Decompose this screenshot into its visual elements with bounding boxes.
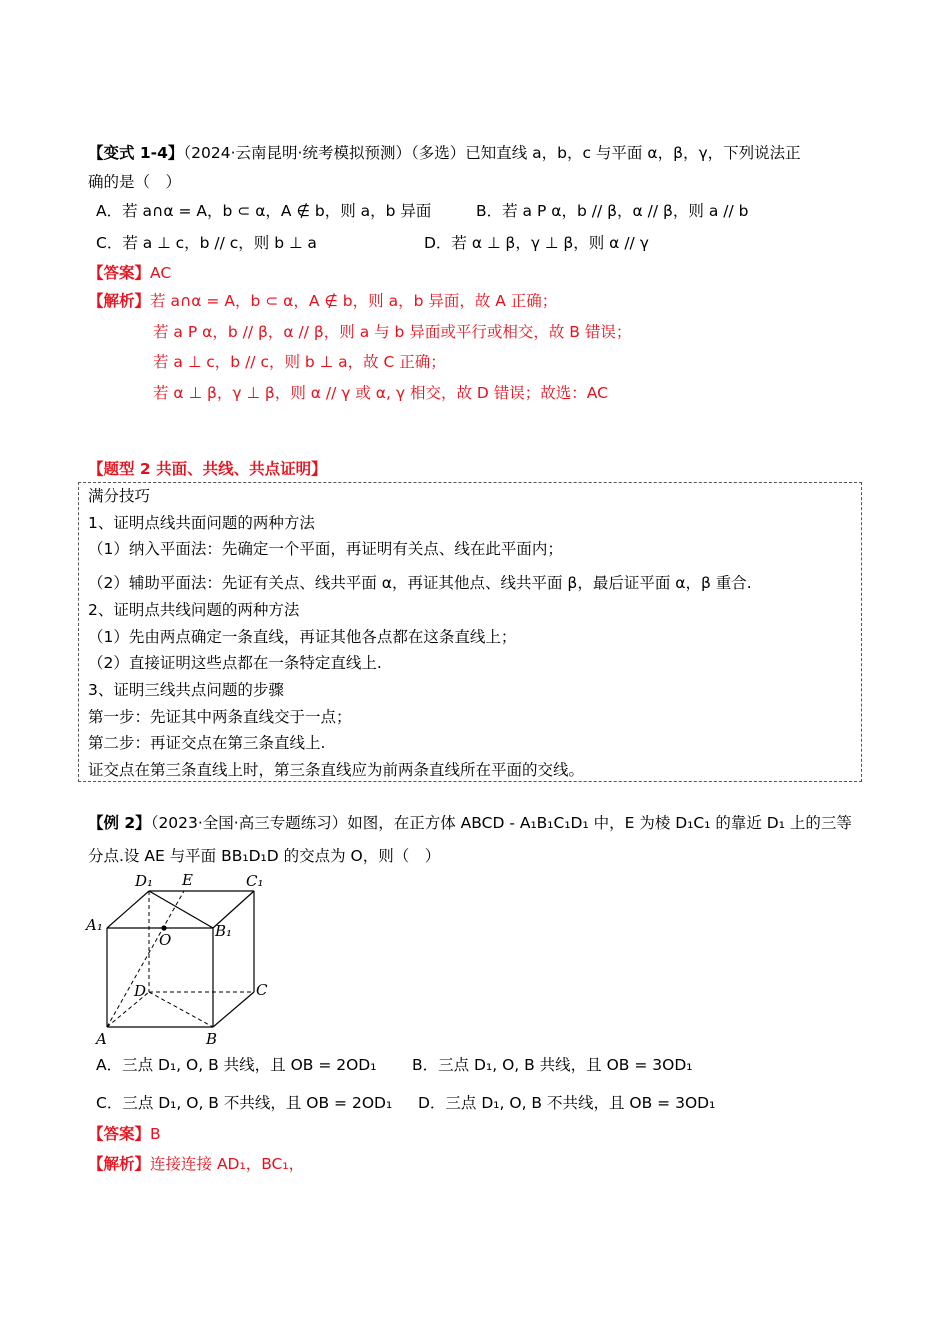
- ex2-stem-line1: [88, 812, 852, 834]
- q14-option-c: C．若 a ⊥ c，b // c，则 b ⊥ a: [96, 234, 317, 252]
- q14-option-b: B．若 a P α，b // β，α // β，则 a // b: [476, 202, 749, 220]
- ex2-answer: [88, 1123, 161, 1145]
- q14-analysis-text: 若 a∩α = A，b ⊂ α，A ∉ b，则 a，b 异面，故 A 正确；: [150, 292, 558, 310]
- q14-answer-tag: 【答案】: [88, 264, 151, 282]
- tips-item-2b: （2）直接证明这些点都在一条特定直线上.: [88, 654, 382, 672]
- tips-heading-2: 2、证明点共线问题的两种方法: [88, 601, 300, 619]
- label-c1: C₁: [246, 872, 264, 890]
- ex2-text: （2023·全国·高三专题练习）如图，在正方体 ABCD - A₁B₁C₁D₁ 中，E 为棱 D₁C₁ 的靠近 D₁ 上的三等: [150, 814, 852, 832]
- ex2-analysis: [88, 1153, 304, 1175]
- label-a: A: [96, 1030, 107, 1048]
- tips-step-2: 第二步：再证交点在第三条直线上.: [88, 734, 326, 752]
- ex2-answer-tag: 【答案】: [88, 1125, 151, 1143]
- q14-tag: 【变式 1-4】: [88, 144, 184, 162]
- label-d1: D₁: [135, 872, 154, 890]
- q14-text: （2024·云南昆明·统考模拟预测）（多选）已知直线 a，b，c 与平面 α，β，γ，下列说法正: [183, 144, 801, 162]
- ex2-option-d: D．三点 D₁, O, B 不共线，且 OB = 3OD₁: [418, 1094, 716, 1112]
- ex2-analysis-text: 连接连接 AD₁，BC₁，: [150, 1155, 305, 1173]
- tips-item-2a: （1）先由两点确定一条直线，再证其他各点都在这条直线上；: [88, 628, 517, 646]
- q14-analysis-4: 若 α ⊥ β，γ ⊥ β，则 α // γ 或 α, γ 相交，故 D 错误；故选：AC: [153, 384, 608, 402]
- q14-option-d: D．若 α ⊥ β，γ ⊥ β，则 α // γ: [424, 234, 649, 252]
- section-title: 【题型 2 共面、共线、共点证明】: [88, 460, 327, 478]
- tips-step-1: 第一步：先证其中两条直线交于一点；: [88, 708, 352, 726]
- ex2-analysis-tag: 【解析】: [88, 1155, 151, 1173]
- ex2-answer-value: B: [150, 1125, 161, 1143]
- label-d: D: [134, 982, 147, 1000]
- q14-answer-value: AC: [150, 264, 172, 282]
- q14-option-a: A．若 a∩α = A，b ⊂ α，A ∉ b，则 a，b 异面: [96, 202, 432, 220]
- label-a1: A₁: [86, 916, 103, 934]
- label-e: E: [182, 871, 193, 889]
- ex2-option-c: C．三点 D₁, O, B 不共线，且 OB = 2OD₁: [96, 1094, 393, 1112]
- ex2-option-a: A．三点 D₁, O, B 共线，且 OB = 2OD₁: [96, 1056, 377, 1074]
- q14-stem-line2: 确的是（ ）: [88, 173, 182, 191]
- tips-step-3: 证交点在第三条直线上时，第三条直线应为前两条直线所在平面的交线。: [88, 761, 585, 779]
- label-o: O: [159, 931, 172, 949]
- ex2-stem-line2: 分点.设 AE 与平面 BB₁D₁D 的交点为 O，则（ ）: [88, 847, 441, 865]
- label-b1: B₁: [215, 922, 233, 940]
- q14-analysis-1: [88, 290, 557, 312]
- ex2-tag: 【例 2】: [88, 814, 151, 832]
- label-b: B: [206, 1030, 218, 1048]
- q14-stem-line1: [88, 142, 801, 164]
- q14-analysis-2: 若 a P α，b // β，α // β，则 a 与 b 异面或平行或相交，故 B 错误；: [153, 323, 632, 341]
- label-c: C: [256, 981, 268, 999]
- tips-item-1b: （2）辅助平面法：先证有关点、线共平面 α，再证其他点、线共平面 β，最后证平面 α，β 重合.: [88, 574, 752, 592]
- q14-analysis-3: 若 a ⊥ c，b // c，则 b ⊥ a，故 C 正确；: [153, 353, 446, 371]
- q14-analysis-tag: 【解析】: [88, 292, 151, 310]
- q14-answer: [88, 262, 171, 284]
- tips-item-1a: （1）纳入平面法：先确定一个平面，再证明有关点、线在此平面内；: [88, 540, 563, 558]
- ex2-option-b: B．三点 D₁, O, B 共线，且 OB = 3OD₁: [412, 1056, 693, 1074]
- tips-heading-3: 3、证明三线共点问题的步骤: [88, 681, 284, 699]
- tips-heading-1: 1、证明点线共面问题的两种方法: [88, 514, 315, 532]
- cube-figure: [84, 868, 284, 1048]
- tips-title: 满分技巧: [88, 487, 151, 505]
